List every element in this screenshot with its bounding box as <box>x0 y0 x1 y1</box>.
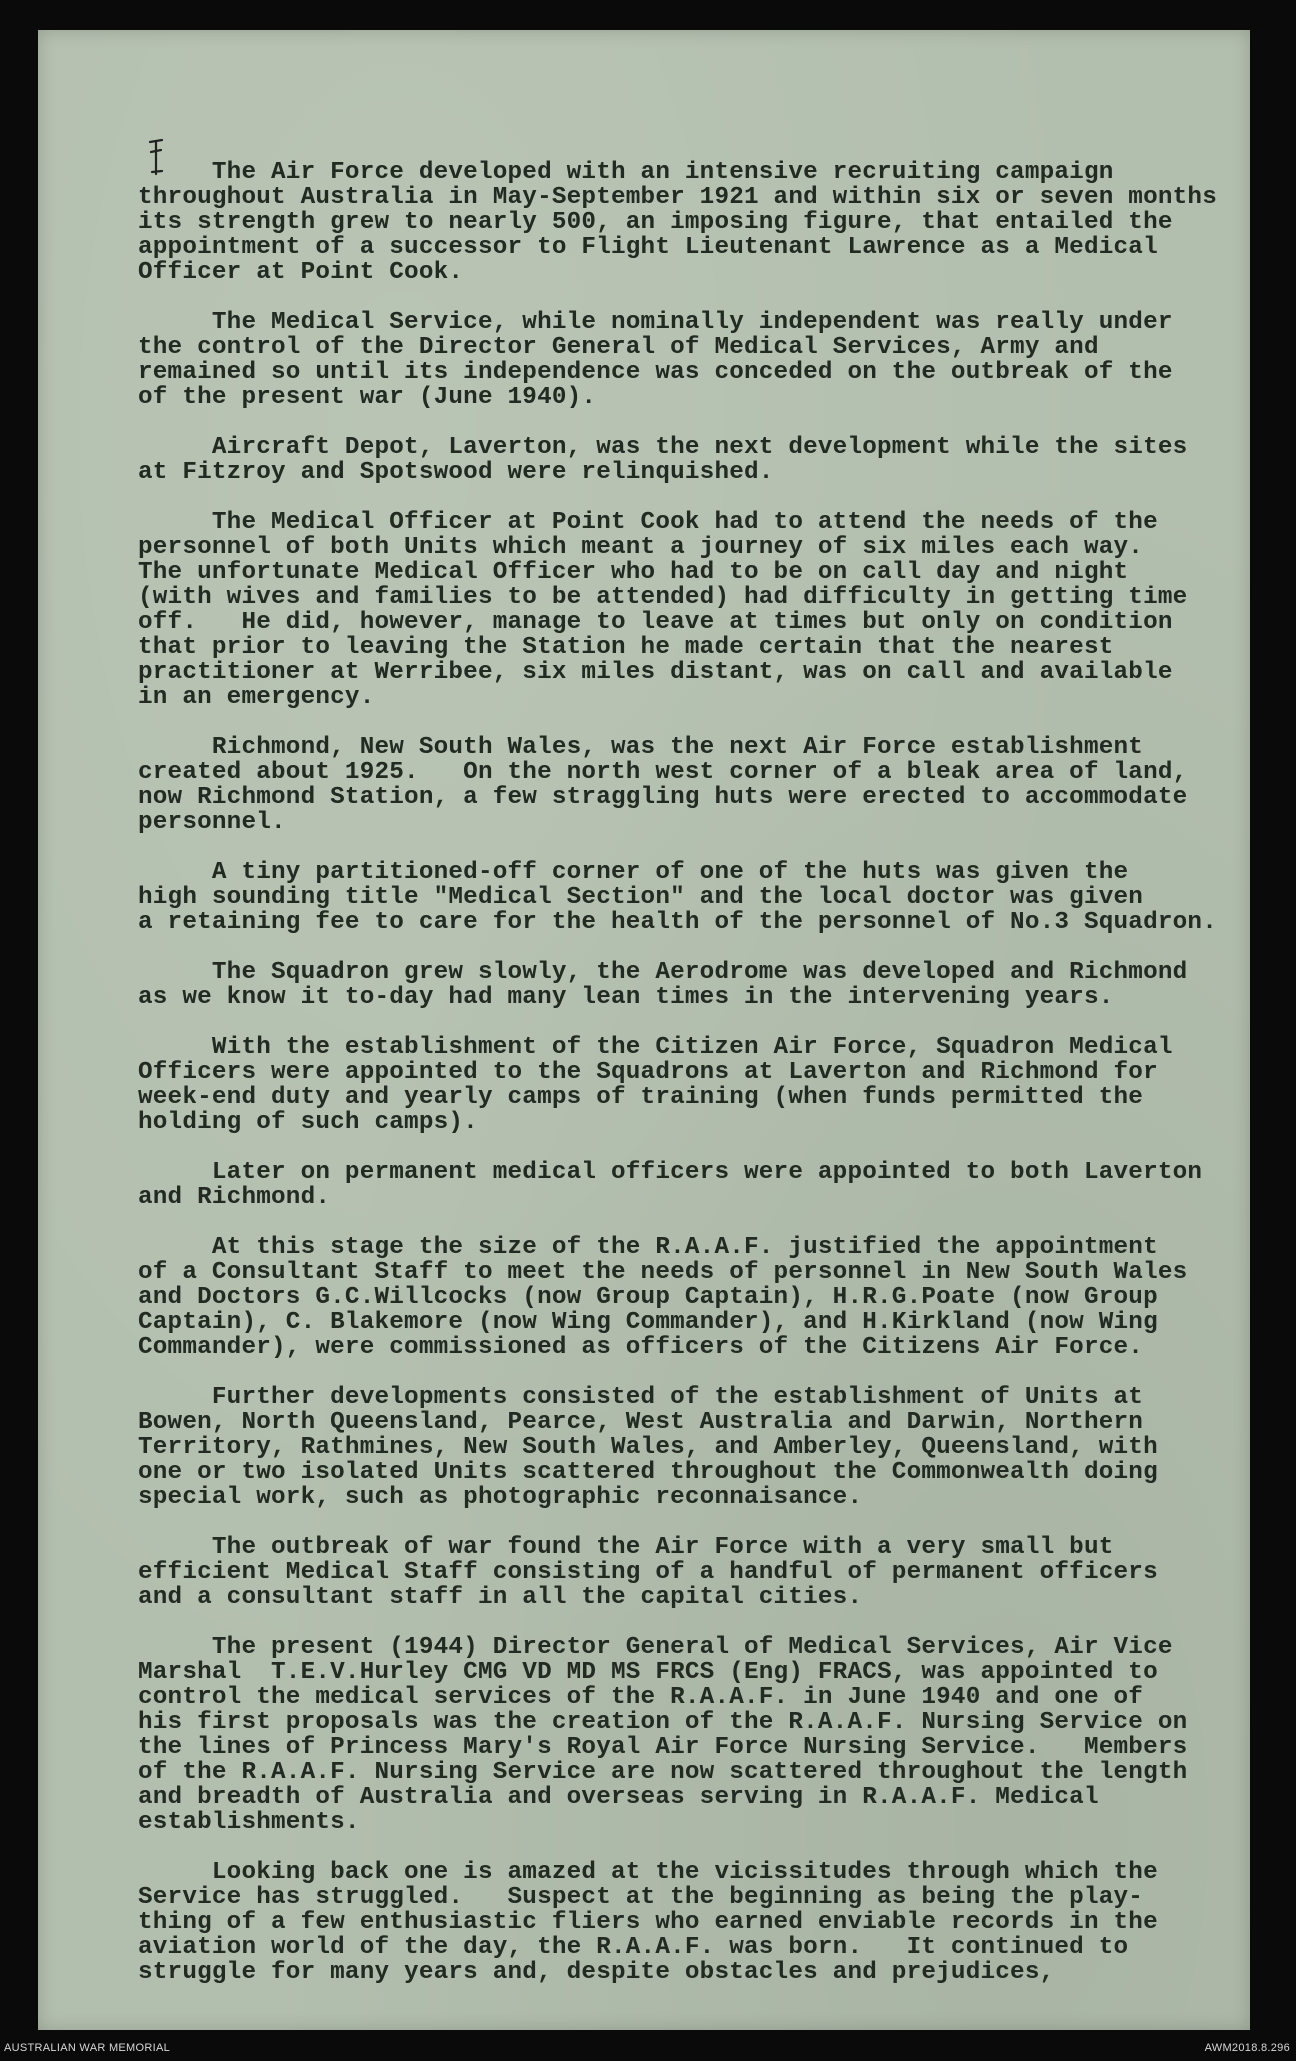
paragraph <box>138 1635 1238 1835</box>
text-line: holding of such camps). <box>138 1109 478 1136</box>
text-line: Officers were appointed to the Squadrons at Laverton and Richmond for <box>138 1059 1158 1086</box>
text-line: Territory, Rathmines, New South Wales, and Amberley, Queensland, with <box>138 1434 1158 1461</box>
text-line: personnel of both Units which meant a journey of six miles each way. <box>138 534 1144 561</box>
text-line: Marshal T.E.V.Hurley CMG VD MD MS FRCS (Eng) FRACS, was appointed to <box>138 1659 1158 1686</box>
text-line: thing of a few enthusiastic fliers who earned enviable records in the <box>138 1909 1158 1936</box>
text-line: Later on permanent medical officers were appointed to both Laverton <box>138 1159 1203 1186</box>
text-line: appointment of a successor to Flight Lieutenant Lawrence as a Medical <box>138 234 1158 261</box>
text-line: throughout Australia in May-September 1921 and within six or seven months <box>138 184 1217 211</box>
paragraph <box>138 1860 1238 1985</box>
paragraph <box>138 1160 1238 1210</box>
text-line: With the establishment of the Citizen Air Force, Squadron Medical <box>138 1034 1173 1061</box>
paragraph <box>138 960 1238 1010</box>
text-line: a retaining fee to care for the health of the personnel of No.3 Squadron. <box>138 909 1217 936</box>
text-line: of the R.A.A.F. Nursing Service are now scattered throughout the length <box>138 1759 1188 1786</box>
paragraph <box>138 160 1238 285</box>
text-line: and Doctors G.C.Willcocks (now Group Captain), H.R.G.Poate (now Group <box>138 1284 1158 1311</box>
text-line: of a Consultant Staff to meet the needs of personnel in New South Wales <box>138 1259 1188 1286</box>
text-line: The outbreak of war found the Air Force with a very small but <box>138 1534 1114 1561</box>
text-line: in an emergency. <box>138 684 375 711</box>
text-line: The unfortunate Medical Officer who had to be on call day and night <box>138 559 1129 586</box>
text-line: high sounding title "Medical Section" and the local doctor was given <box>138 884 1144 911</box>
text-line: special work, such as photographic reconnaisance. <box>138 1484 863 1511</box>
text-line: week-end duty and yearly camps of training (when funds permitted the <box>138 1084 1144 1111</box>
typed-text-body <box>138 160 1238 2010</box>
text-line: and a consultant staff in all the capital cities. <box>138 1584 863 1611</box>
text-line: A tiny partitioned-off corner of one of the huts was given the <box>138 859 1129 886</box>
text-line: its strength grew to nearly 500, an imposing figure, that entailed the <box>138 209 1173 236</box>
text-line: and Richmond. <box>138 1184 331 1211</box>
text-line: efficient Medical Staff consisting of a handful of permanent officers <box>138 1559 1158 1586</box>
text-line: The present (1944) Director General of Medical Services, Air Vice <box>138 1634 1173 1661</box>
text-line: the control of the Director General of Medical Services, Army and <box>138 334 1099 361</box>
paragraph <box>138 1035 1238 1135</box>
text-line: establishments. <box>138 1809 360 1836</box>
text-line: Looking back one is amazed at the vicissitudes through which the <box>138 1859 1158 1886</box>
text-line: that prior to leaving the Station he made certain that the nearest <box>138 634 1114 661</box>
paragraph <box>138 1235 1238 1360</box>
text-line: the lines of Princess Mary's Royal Air Force Nursing Service. Members <box>138 1734 1188 1761</box>
text-line: struggle for many years and, despite obstacles and prejudices, <box>138 1959 1055 1986</box>
text-line: Further developments consisted of the establishment of Units at <box>138 1384 1144 1411</box>
paragraph <box>138 310 1238 410</box>
footer-accession-number: AWM2018.8.296 <box>1204 2042 1290 2054</box>
text-line: Aircraft Depot, Laverton, was the next development while the sites <box>138 434 1188 461</box>
text-line: practitioner at Werribee, six miles distant, was on call and available <box>138 659 1173 686</box>
text-line: Richmond, New South Wales, was the next Air Force establishment <box>138 734 1144 761</box>
paragraph <box>138 435 1238 485</box>
text-line: remained so until its independence was conceded on the outbreak of the <box>138 359 1173 386</box>
text-line: At this stage the size of the R.A.A.F. justified the appointment <box>138 1234 1158 1261</box>
text-line: The Air Force developed with an intensive recruiting campaign <box>138 159 1114 186</box>
paragraph <box>138 860 1238 935</box>
text-line: off. He did, however, manage to leave at times but only on condition <box>138 609 1173 636</box>
text-line: control the medical services of the R.A.A.F. in June 1940 and one of <box>138 1684 1144 1711</box>
text-line: The Medical Officer at Point Cook had to attend the needs of the <box>138 509 1158 536</box>
text-line: The Squadron grew slowly, the Aerodrome was developed and Richmond <box>138 959 1188 986</box>
text-line: his first proposals was the creation of the R.A.A.F. Nursing Service on <box>138 1709 1188 1736</box>
text-line: aviation world of the day, the R.A.A.F. was born. It continued to <box>138 1934 1129 1961</box>
text-line: (with wives and families to be attended) had difficulty in getting time <box>138 584 1188 611</box>
paragraph <box>138 1385 1238 1510</box>
text-line: of the present war (June 1940). <box>138 384 597 411</box>
paragraph <box>138 735 1238 835</box>
text-line: and breadth of Australia and overseas serving in R.A.A.F. Medical <box>138 1784 1099 1811</box>
text-line: Captain), C. Blakemore (now Wing Commander), and H.Kirkland (now Wing <box>138 1309 1158 1336</box>
text-line: Officer at Point Cook. <box>138 259 464 286</box>
footer-credit: AUSTRALIAN WAR MEMORIAL <box>4 2042 171 2054</box>
text-line: The Medical Service, while nominally independent was really under <box>138 309 1173 336</box>
text-line: Service has struggled. Suspect at the beginning as being the play- <box>138 1884 1144 1911</box>
text-line: at Fitzroy and Spotswood were relinquished. <box>138 459 774 486</box>
text-line: Bowen, North Queensland, Pearce, West Australia and Darwin, Northern <box>138 1409 1144 1436</box>
text-line: one or two isolated Units scattered throughout the Commonwealth doing <box>138 1459 1158 1486</box>
paragraph <box>138 510 1238 710</box>
text-line: Commander), were commissioned as officers of the Citizens Air Force. <box>138 1334 1144 1361</box>
text-line: as we know it to-day had many lean times in the intervening years. <box>138 984 1114 1011</box>
text-line: now Richmond Station, a few straggling huts were erected to accommodate <box>138 784 1188 811</box>
paragraph <box>138 1535 1238 1610</box>
text-line: created about 1925. On the north west corner of a bleak area of land, <box>138 759 1188 786</box>
document-page <box>38 30 1250 2030</box>
text-line: personnel. <box>138 809 286 836</box>
